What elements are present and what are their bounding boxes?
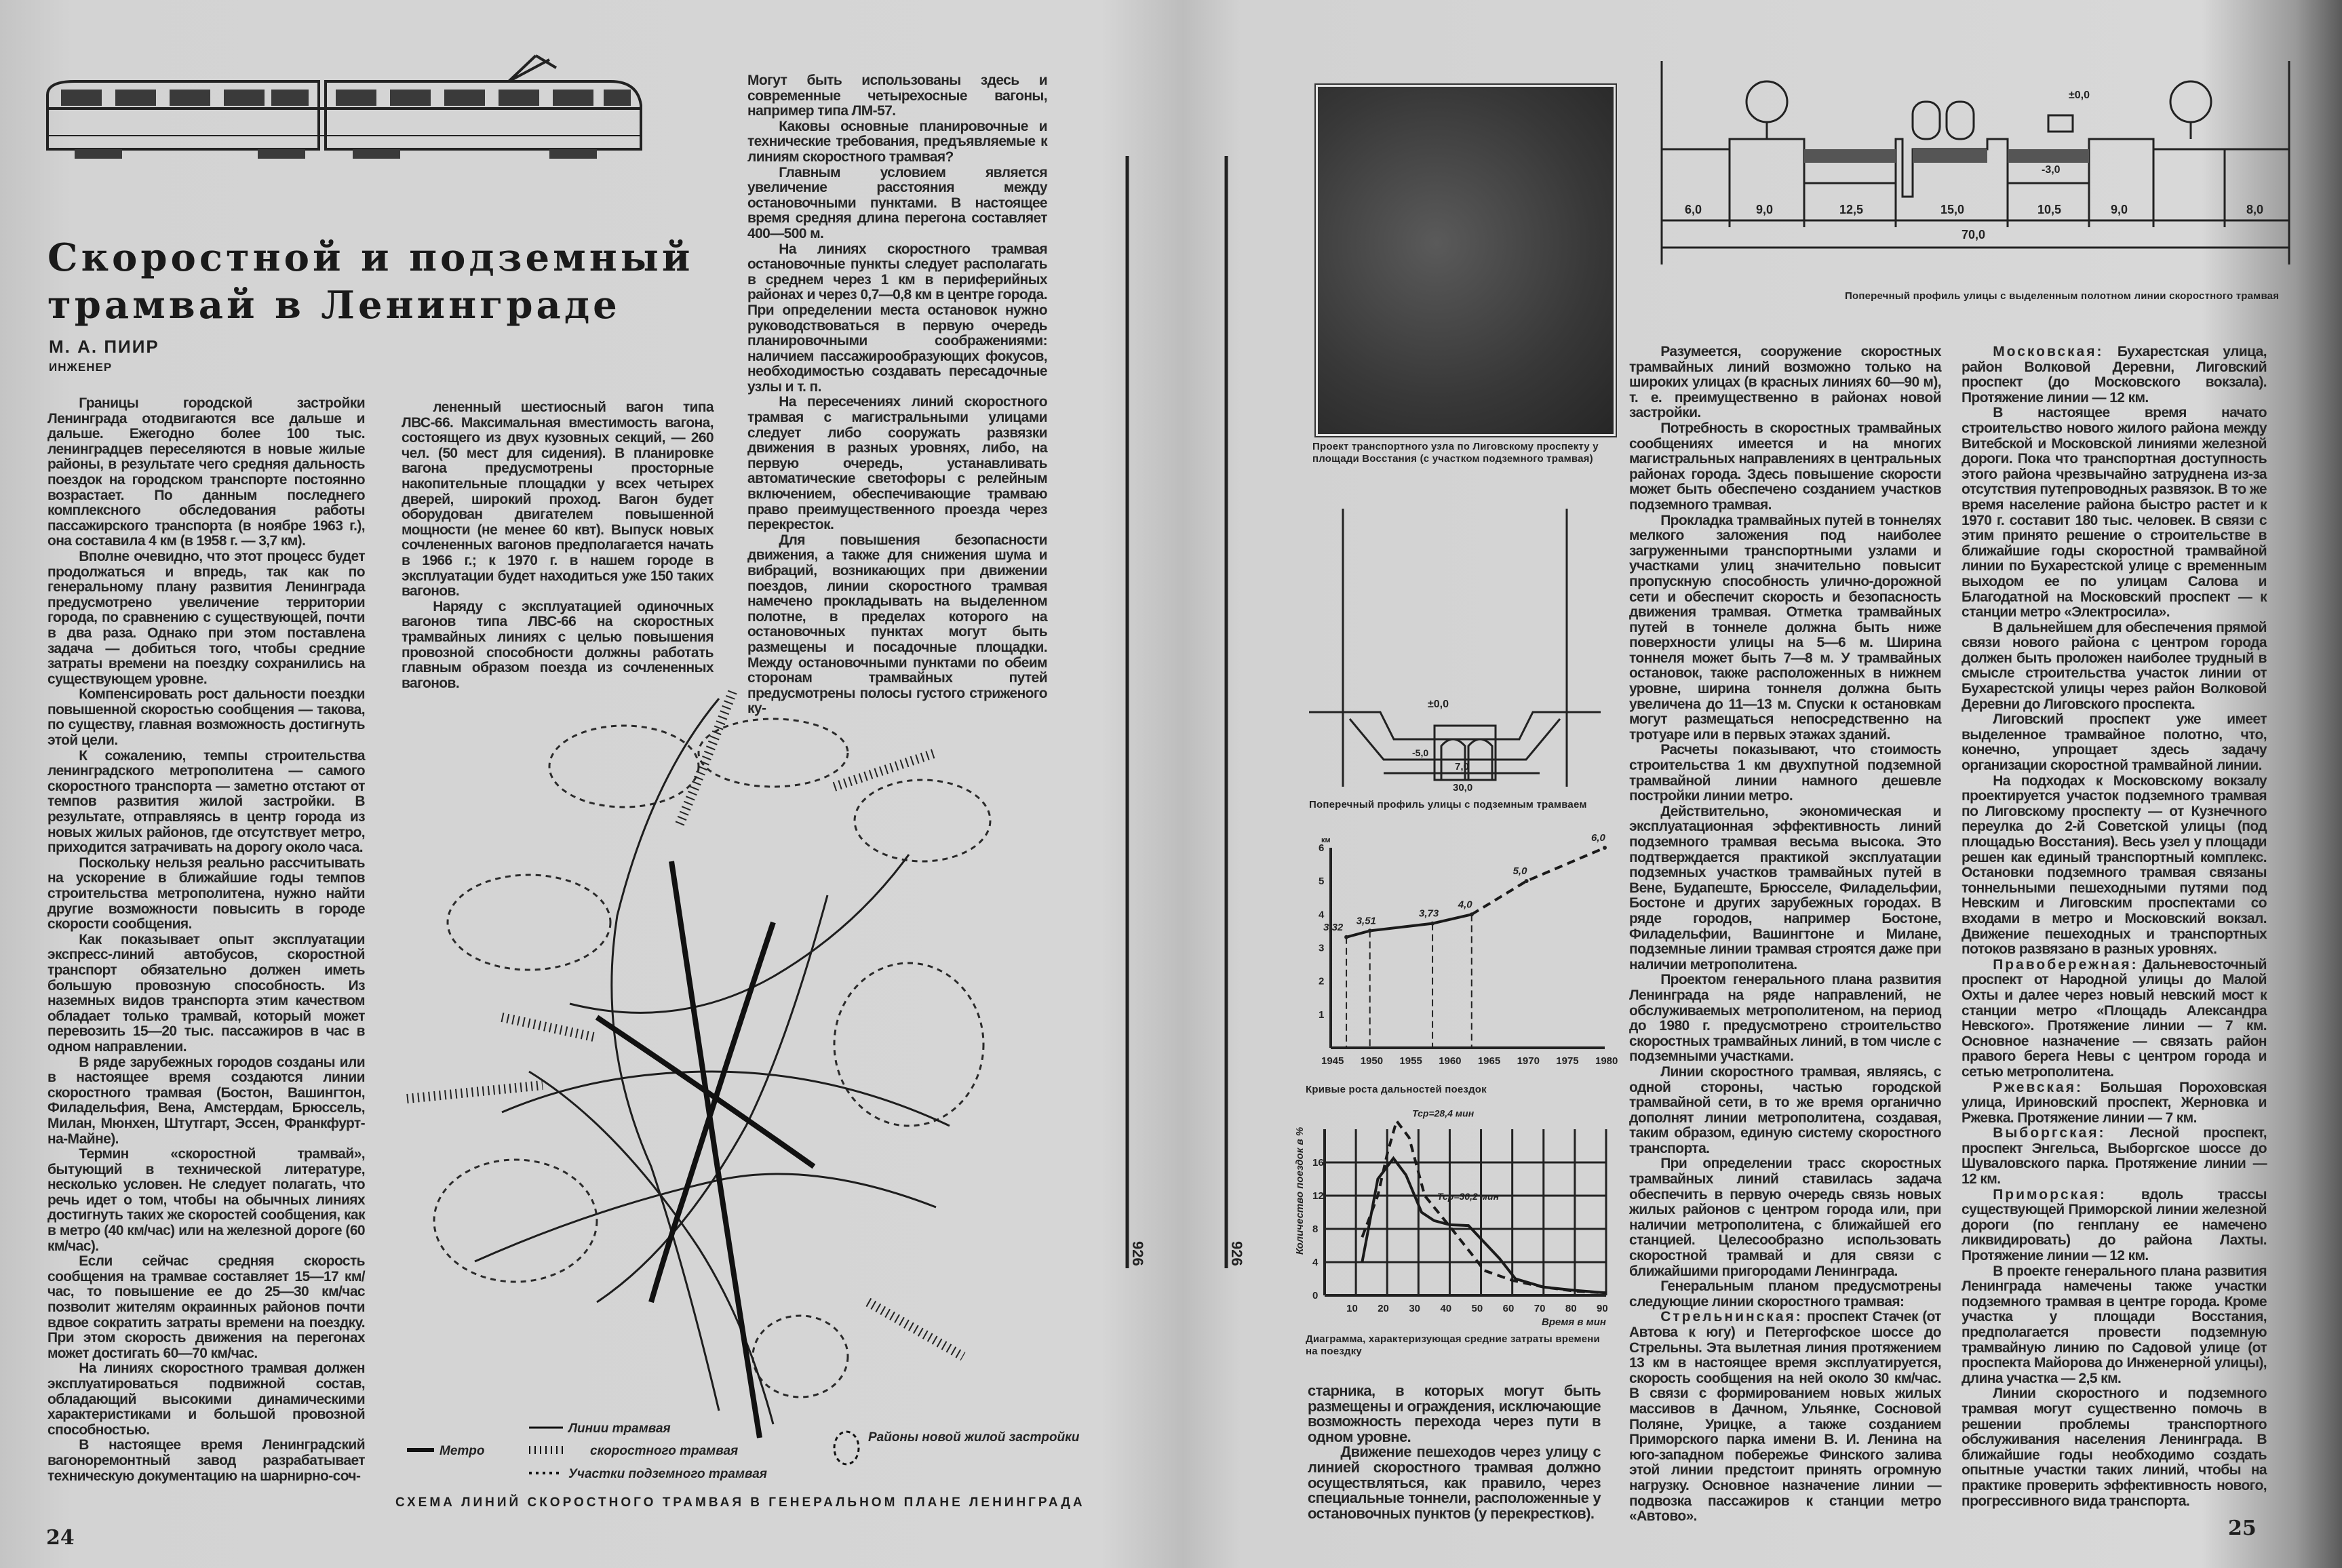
line-name: Московская: <box>1993 344 2104 359</box>
x-tick-label: 30 <box>1409 1303 1421 1314</box>
y-unit: км <box>1321 836 1331 844</box>
data-point <box>1368 928 1372 933</box>
paragraph-text: лененный шестиосный вагон типа ЛВС-66. Максимальная вместимость вагона, состоящего из двух кузовных секций, — 260 чел. (50 мест для сидения). В планировке вагона предусмотрены просторные накопительные площадки у всех четырех дверей, широкий проход. Вагон будет оборудован двигателем повышенной мощности (не менее 60 квт). Выпуск новых сочлененных вагонов предполагается начать в 1966 г.; к 1970 г. в нашем городе в эксплуатации будет находиться уже 150 таких вагонов. <box>402 399 714 600</box>
paragraph-text: Наряду с эксплуатацией одиночных вагонов типа ЛВС-66 на скоростных трамвайных линиях с целью повышения провозной способности должны работать главным образом поезда из сочлененных вагонов. <box>402 598 714 691</box>
y-tick-label: 8 <box>1312 1223 1319 1235</box>
paragraph <box>1629 1156 1941 1279</box>
paragraph-text: Как показывает опыт эксплуатации экспресс-линий автобусов, скоростной транспорт обязательно должен иметь большую провозную способность. Из наземных видов транспорта этим качеством обладает только трамвай, который может перевозить 15—20 тыс. пассажиров в час в одном направлении. <box>47 931 365 1055</box>
x-tick-label: 80 <box>1565 1303 1577 1314</box>
paragraph-text: Каковы основные планировочные и технические требования, предъявляемые к линиям скоростного трамвая? <box>747 118 1047 165</box>
paragraph-text: Если сейчас средняя скорость сообщения на трамвае составляет 15—17 км/час, то повышение ее до 25—30 км/час позволит жителям окраинных районов почти вдвое сократить затраты времени на поездку. При этом скорость движения на перегонах может достигать 60—70 км/час. <box>47 1253 365 1361</box>
paragraph-text: В дальнейшем для обеспечения прямой связи нового района с центром города должен быть проложен наиболее трудный в смысле строительства участок линии от Бухарестской улицы через район Волковой Деревни до Лиговского проспекта. <box>1962 619 2267 712</box>
data-label: 3,32 <box>1323 921 1344 933</box>
street-dim-label: 10,5 <box>2037 203 2062 216</box>
paragraph <box>1962 345 2267 406</box>
x-tick-label: 1960 <box>1439 1055 1462 1067</box>
line-name: Правобережная: <box>1993 956 2139 973</box>
tunnel-level-0: ±0,0 <box>1428 699 1449 710</box>
paragraph <box>1629 513 1941 743</box>
street-dim-label: 15,0 <box>1940 203 1965 216</box>
line-name: Приморская: <box>1993 1186 2107 1202</box>
y-tick-label: 12 <box>1312 1190 1324 1202</box>
legend-new-districts: Районы новой жилой застройки <box>868 1430 1080 1445</box>
y-tick-label: 16 <box>1312 1157 1324 1169</box>
line-name: Выборгская: <box>1993 1125 2106 1141</box>
title-line-1: Скоростной и подземный <box>47 235 694 280</box>
x-tick-label: 1970 <box>1517 1055 1540 1067</box>
line-name: Стрельнинская: <box>1660 1309 1803 1325</box>
paragraph-text: Поскольку нельзя реально рассчитывать на ускорение в ближайшие годы темпов строительства метрополитена, нужно найти другие возможности повысить в городе скорости сообщения. <box>47 855 365 933</box>
paragraph-text: Движение пешеходов через улицу с линией скоростного трамвая должно осуществляться, как правило, через специальные тоннели, расположенные у остановочных пунктов (у перекрестков). <box>1308 1443 1601 1522</box>
paragraph-text: старника, в которых могут быть размещены и ограждения, исключающие возможность перехода через пути в одном уровне. <box>1308 1382 1601 1445</box>
x-tick-label: 60 <box>1502 1303 1515 1314</box>
paragraph-text: Расчеты показывают, что стоимость строительства 1 км двухпутной подземной трамвайной линии намного дешевле постройки линии метро. <box>1629 742 1941 804</box>
legend-metro: Метро <box>440 1444 485 1458</box>
series-line-2 <box>1472 848 1605 914</box>
x-axis-label: Время в мин <box>1542 1316 1606 1328</box>
author-role: ИНЖЕНЕР <box>49 361 113 374</box>
paragraph-text: Термин «скоростной трамвай», бытующий в технической литературе, несколько условен. Не следует полагать, что речь идет о том, чтобы на обычных линиях достигнуть таких же скоростей сообщения, как в метро (40 км/час) или на железной дороге (60 км/час). <box>47 1146 365 1254</box>
paragraph-text: В настоящее время начато строительство нового жилого района между Витебской и Московской линиями железной дороги. Пока что транспортная доступность этого района чрезвычайно затруднена из-за отсутствия путепроводных развязок. В то же время население района быстро растет и к 1970 г. составит 180 тыс. человек. В связи с этим принято решение о строительстве в ближайшие годы скоростной трамвайной линии по Бухарестской улице с временным выходом ее по улицам Салова и Благодатной на Московский проспект — к станции метро «Электросила». <box>1962 405 2267 621</box>
line-name: Ржевская: <box>1993 1079 2083 1095</box>
paragraph <box>1962 958 2267 1080</box>
y-tick-label: 1 <box>1319 1008 1325 1021</box>
paragraph-text: Дальневосточный проспект от Народной улицы до Малой Охты и далее через новый невский мост к станции метро «Площадь Александра Невского». Протяжение линии — 7 км. Основное назначение — связать район правого берега Невы с центром города и сетью метрополитена. <box>1962 956 2267 1080</box>
paragraph-text: Линии скоростного трамвая, являясь, с одной стороны, частью городской трамвайной сети, в то же время органично дополнят линии метрополитена, создавая, таким образом, единую систему скоростного транспорта. <box>1629 1063 1941 1156</box>
tunnel-profile-caption: Поперечный профиль улицы с подземным трамваем <box>1309 799 1587 810</box>
x-tick-label: 1975 <box>1556 1055 1579 1067</box>
paragraph-text: Границы городской застройки Ленинграда отодвигаются все дальше и дальше. Ежегодно более 100 тыс. ленинградцев переселяются в новые жилые районы, в результате чего средняя дальность поездок на городском транспорте постоянно возрастает. По данным последнего комплексного обследования работы пассажирского транспорта (в ноябре 1963 г.), она составила 4 км (в 1958 г. — 3,7 км). <box>47 395 365 549</box>
tunnel-dim-width: 7,0 <box>1455 761 1469 772</box>
legend-tram-lines: Линии трамвая <box>568 1422 671 1436</box>
data-point <box>1525 879 1529 883</box>
street-dim-label: 12,5 <box>1839 203 1864 216</box>
street-dim-label: 9,0 <box>1756 203 1774 216</box>
tunnel-dim-total: 30,0 <box>1453 782 1473 793</box>
paragraph-text: В настоящее время Ленинградский вагоноремонтный завод разрабатывает техническую документацию на шарнирно-соч- <box>47 1437 365 1484</box>
street-profile-drawing <box>1655 61 2299 285</box>
page-number-left: 24 <box>46 1526 75 1550</box>
tunnel-level-5: -5,0 <box>1412 747 1429 758</box>
data-label: 3,73 <box>1419 907 1439 920</box>
paragraph-text: В ряде зарубежных городов созданы или в настоящее время создаются линии скоростного трамвая (Бостон, Вашингтон, Филадельфия, Вена, Амстердам, Брюссель, Милан, Мюнхен, Штутгарт, Эссен, Франкфурт-на-Майне). <box>47 1054 365 1147</box>
x-tick-label: 90 <box>1597 1303 1608 1314</box>
street-dim-label: 6,0 <box>1685 203 1702 216</box>
paragraph-text: Могут быть использованы здесь и современные четырехосные вагоны, например типа ЛМ-57. <box>747 73 1047 119</box>
street-profile-caption: Поперечный профиль улицы с выделенным полотном линии скоростного трамвая <box>1845 290 2280 302</box>
x-tick-label: 1965 <box>1477 1055 1501 1067</box>
x-tick-label: 10 <box>1346 1303 1358 1314</box>
x-tick-label: 1955 <box>1399 1055 1422 1067</box>
paragraph <box>1629 743 1941 804</box>
y-tick-label: 0 <box>1312 1290 1319 1301</box>
paragraph <box>1629 345 1941 421</box>
paragraph-text: Действительно, экономическая и эксплуатационная эффективность линий подземного трамвая весьма высока. Это подтверждается практикой эксплуатации подземных участков трамвайных путей в Вене, Будапеште, Брюсселе, Филадельфии, Бостоне и других зарубежных городах. В ряде городов, например Бостоне, Филадельфии, Вашингтоне и Милане, подземные линии трамвая строятся даже при наличии метрополитена. <box>1629 803 1941 973</box>
x-tick-label: 20 <box>1378 1303 1389 1314</box>
data-label: 6,0 <box>1591 832 1605 844</box>
page-number-right: 25 <box>2228 1516 2257 1540</box>
series-line-1 <box>1362 1158 1606 1293</box>
annotation: Тср=30,2 мин <box>1437 1191 1500 1202</box>
data-point <box>1470 912 1474 916</box>
paragraph-text: Лиговский проспект уже имеет выделенное трамвайное полотно, что, конечно, упрощает здесь задачу организации скоростной трамвайной линии. <box>1962 711 2267 774</box>
paragraph <box>1962 712 2267 773</box>
y-tick-label: 3 <box>1319 942 1325 954</box>
y-tick-label: 4 <box>1312 1257 1319 1268</box>
y-axis-label: Количество поездок в % <box>1294 1126 1306 1255</box>
paragraph-text: Главным условием является увеличение расстояния между остановочными пунктами. В настоящее время средняя длина перегона составляет 400—500 м. <box>747 164 1047 241</box>
paragraph <box>1962 1264 2267 1387</box>
paragraph <box>1629 804 1941 973</box>
paragraph-text: На пересечениях линий скоростного трамвая с магистральными улицами следует либо сооружать развязки движения в разных уровнях, либо, на первую очередь, устанавливать автоматические светофоры с релейным включением, обеспечивающие трамваю право преимущественного проезда через перекресток. <box>747 394 1047 533</box>
data-point <box>1603 846 1607 850</box>
y-tick-label: 5 <box>1319 876 1325 888</box>
data-label: 5,0 <box>1512 865 1527 878</box>
paragraph <box>1629 1310 1941 1524</box>
paragraph-text: Большая Пороховская улица, Ириновский проспект, Жерновка и Ржевка. Протяжение линии — 7 км. <box>1962 1079 2267 1126</box>
street-level-3: -3,0 <box>2042 164 2061 176</box>
paragraph <box>1962 1126 2267 1187</box>
x-tick-label: 40 <box>1440 1303 1452 1314</box>
data-label: 4,0 <box>1458 899 1472 911</box>
paragraph <box>1962 1080 2267 1126</box>
x-tick-label: 70 <box>1534 1303 1546 1314</box>
y-tick-label: 4 <box>1319 909 1325 921</box>
x-tick-label: 1980 <box>1595 1055 1618 1067</box>
legend-rapid-tram: скоростного трамвая <box>590 1444 739 1458</box>
street-level-0: ±0,0 <box>2069 90 2090 101</box>
paragraph-text: Лесной проспект, проспект Энгельса, Выборгское шоссе до Шуваловского парка. Протяжение линии — 12 км. <box>1962 1125 2267 1188</box>
paragraph <box>1308 1384 1601 1445</box>
paragraph <box>1962 406 2267 620</box>
author-name: М. А. ПИИР <box>49 336 159 357</box>
paragraph-text: Прокладка трамвайных путей в тоннелях мелкого заложения под наиболее загруженными транспортными узлами и участками улиц значительно повысит пропускную способность улично-дорожной сети и обеспечит скорость и безопасность движения трамвая. Отметка трамвайных путей в тоннеле должна быть ниже поверхности улицы на 5—6 м. Ширина тоннеля может быть 7—8 м. У трамвайных остановок, также расположенных в нижнем уровне, ширина тоннеля должна быть увеличена до 11—13 м. Спуски к остановкам могут размещаться непосредственно на тротуаре или в первых этажах зданий. <box>1629 512 1941 743</box>
paragraph <box>1962 1386 2267 1509</box>
paragraph-text: На линиях скоростного трамвая остановочные пункты следует располагать в среднем через 1 км в периферийных районах и через 0,7—0,8 км в центре города. При определении места остановок нужно руководствоваться в первую очередь планировочными соображениями: наличием пассажирообразующих фокусов, необходимостью создавать пересадочные узлы и т. п. <box>747 241 1047 395</box>
paragraph-text: Бухарестская улица, район Волковой Деревни, Лиговский проспект (до Московского вокзала). Протяжение линии — 12 км. <box>1962 344 2267 406</box>
gutter-mark-left: 926 <box>1129 1241 1146 1266</box>
street-dim-label: 9,0 <box>2111 203 2128 216</box>
map-caption: СХЕМА ЛИНИЙ СКОРОСТНОГО ТРАМВАЯ В ГЕНЕРАЛЬНОМ ПЛАНЕ ЛЕНИНГРАДА <box>395 1495 1085 1510</box>
paragraph <box>1629 1279 1941 1310</box>
paragraph <box>1962 621 2267 713</box>
photo-caption: Проект транспортного узла по Лиговскому проспекту у площади Восстания (с участком подземного трамвая) <box>1312 441 1599 465</box>
x-tick-label: 1945 <box>1321 1055 1344 1067</box>
y-tick-label: 2 <box>1319 975 1325 987</box>
paragraph-text: вдоль трассы существующей Приморской линии железной дороги (по генплану ее намечено ликвидировать) до района Лахты. Протяжение линии — 12 км. <box>1962 1186 2267 1264</box>
text-column-right-b <box>1962 344 2267 1509</box>
legend-underground: Участки подземного трамвая <box>568 1467 767 1481</box>
paragraph-text: Разумеется, сооружение скоростных трамвайных линий возможно только на широких улицах (в красных линиях 60—90 м), т. е. преимущественно в районах новой застройки. <box>1629 344 1941 421</box>
paragraph-text: На подходах к Московскому вокзалу проектируется участок подземного трамвая по Лиговскому проспекту — от Кузнечного переулка до 2-й Советской улицы (под площадью Восстания). Весь узел у площади решен как единый транспортный комплекс. Остановки подземного трамвая связаны тоннельными пешеходными путями под Невским и Лиговским проспектами со входами в метро и Московский вокзал. Движение пешеходных и транспортных потоков развязано в разных уровнях. <box>1962 772 2267 958</box>
title-line-2: трамвай в Ленинграде <box>47 283 621 328</box>
series-line-2 <box>1362 1121 1606 1293</box>
paragraph-text: Проектом генерального плана развития Ленинграда на ряде направлений, не обслуживаемых метрополитеном, на период до 1980 г. предусмотрено строительство скоростных трамвайных линий, в том числе с подземными участками. <box>1629 972 1941 1065</box>
paragraph <box>1629 1065 1941 1157</box>
paragraph-text: На линиях скоростного трамвая должен эксплуатироваться подвижной состав, обладающий высокими динамическими характеристиками и большой провозной способностью. <box>47 1360 365 1438</box>
street-dim-label: 8,0 <box>2246 203 2264 216</box>
paragraph <box>1962 774 2267 958</box>
paragraph <box>1962 1188 2267 1264</box>
paragraph-text: проспект Стачек (от Автова к югу) и Петергофское шоссе до Стрельны. Эта вылетная линия протяжением 13 км в настоящее время эксплуатируется, скорость сообщения на ней около 30 км/час. В связи с формированием новых жилых массивов в Дачном, Ульянке, Сосновой Поляне, Урицке, а также созданием Приморского парка имени В. И. Ленина на юго-западном побережье Финского залива этой линии предстоит принять огромную нагрузку. Основное назначение линии — подвозка пассажиров к станции метро «Автово». <box>1629 1309 1941 1525</box>
data-point <box>1344 935 1348 939</box>
text-column-right-a <box>1629 344 1941 1525</box>
y-tick-label: 6 <box>1319 842 1325 854</box>
paragraph <box>1629 421 1941 513</box>
paragraph-text: К сожалению, темпы строительства ленинградского метрополитена — самого скоростного транспорта — заметно отстают от темпов развития жилой застройки. В результате, отправляясь в центр города из новых жилых районов, где отсутствует метро, приходится затрачивать на дорогу около часа. <box>47 747 365 856</box>
annotation: Тср=28,4 мин <box>1412 1108 1475 1119</box>
paragraph-text: Линии скоростного и подземного трамвая могут существенно помочь в решении проблемы транспортного обслуживания населения Ленинграда. В ближайшие годы необходимо создать опытные участки таких линий, чтобы на практике проверить эффективность нового, прогрессивного вида транспорта. <box>1962 1386 2267 1509</box>
paragraph-text: При определении трасс скоростных трамвайных линий ставилась задача обеспечить в первую очередь связь новых жилых районов с центром города или, при наличии метрополитена, с ближайшей его станцией. Целесообразно использовать скоростной трамвай и для связи с ближайшими пригородами Ленинграда. <box>1629 1156 1941 1279</box>
x-tick-label: 1950 <box>1360 1055 1384 1067</box>
paragraph-text: Для повышения безопасности движения, а также для снижения шума и вибраций, возникающих при движении поездов, линии скоростного трамвая намечено прокладывать на выделенном полотне, в пределах которого на остановочных пунктах могут быть размещены и посадочные площадки. Между остановочными пунктами по обеим сторонам трамвайных путей предусмотрены полосы густого стриженого ку- <box>747 532 1047 717</box>
paragraph-text: Генеральным планом предусмотрены следующие линии скоростного трамвая: <box>1629 1278 1941 1310</box>
gutter-mark-right: 926 <box>1228 1241 1245 1266</box>
street-dim-total: 70,0 <box>1962 228 1986 241</box>
paragraph-text: Потребность в скоростных трамвайных сообщениях имеется и на многих магистральных направлениях в центральных районах города. Здесь повышение скорости может быть обеспечено созданием участков подземного трамвая. <box>1629 420 1941 513</box>
paragraph <box>1629 973 1941 1065</box>
chart1-caption: Кривые роста дальностей поездок <box>1306 1084 1487 1095</box>
text-column-bottom <box>1308 1382 1601 1522</box>
paragraph <box>1308 1445 1601 1521</box>
x-tick-label: 50 <box>1471 1303 1483 1314</box>
data-point <box>1430 922 1435 926</box>
chart2-caption: Диаграмма, характеризующая средние затраты времени на поездку <box>1306 1333 1600 1357</box>
data-label: 3,51 <box>1356 915 1376 927</box>
paragraph-text: В проекте генерального плана развития Ленинграда намечены также участки подземного трамвая в центре города. Кроме участка у площади Восстания, предполагается провести подземную трамвайную линию по Садовой улице (от проспекта Майорова до Инженерной улицы), длина участка — 2,5 км. <box>1962 1263 2267 1386</box>
paragraph-text: Вполне очевидно, что этот процесс будет продолжаться и впредь, так как по генеральному плану развития Ленинграда предусмотрено увеличение территории города, по сравнению с существующей, почти в два раза. Однако при этом поставлена задача — добиться того, чтобы средние затраты времени на поездку сохранились на существующем уровне. <box>47 548 365 687</box>
paragraph-text: Компенсировать рост дальности поездки повышенной скоростью сообщения — такова, по существу, главная возможность достигнуть этой цели. <box>47 686 365 749</box>
